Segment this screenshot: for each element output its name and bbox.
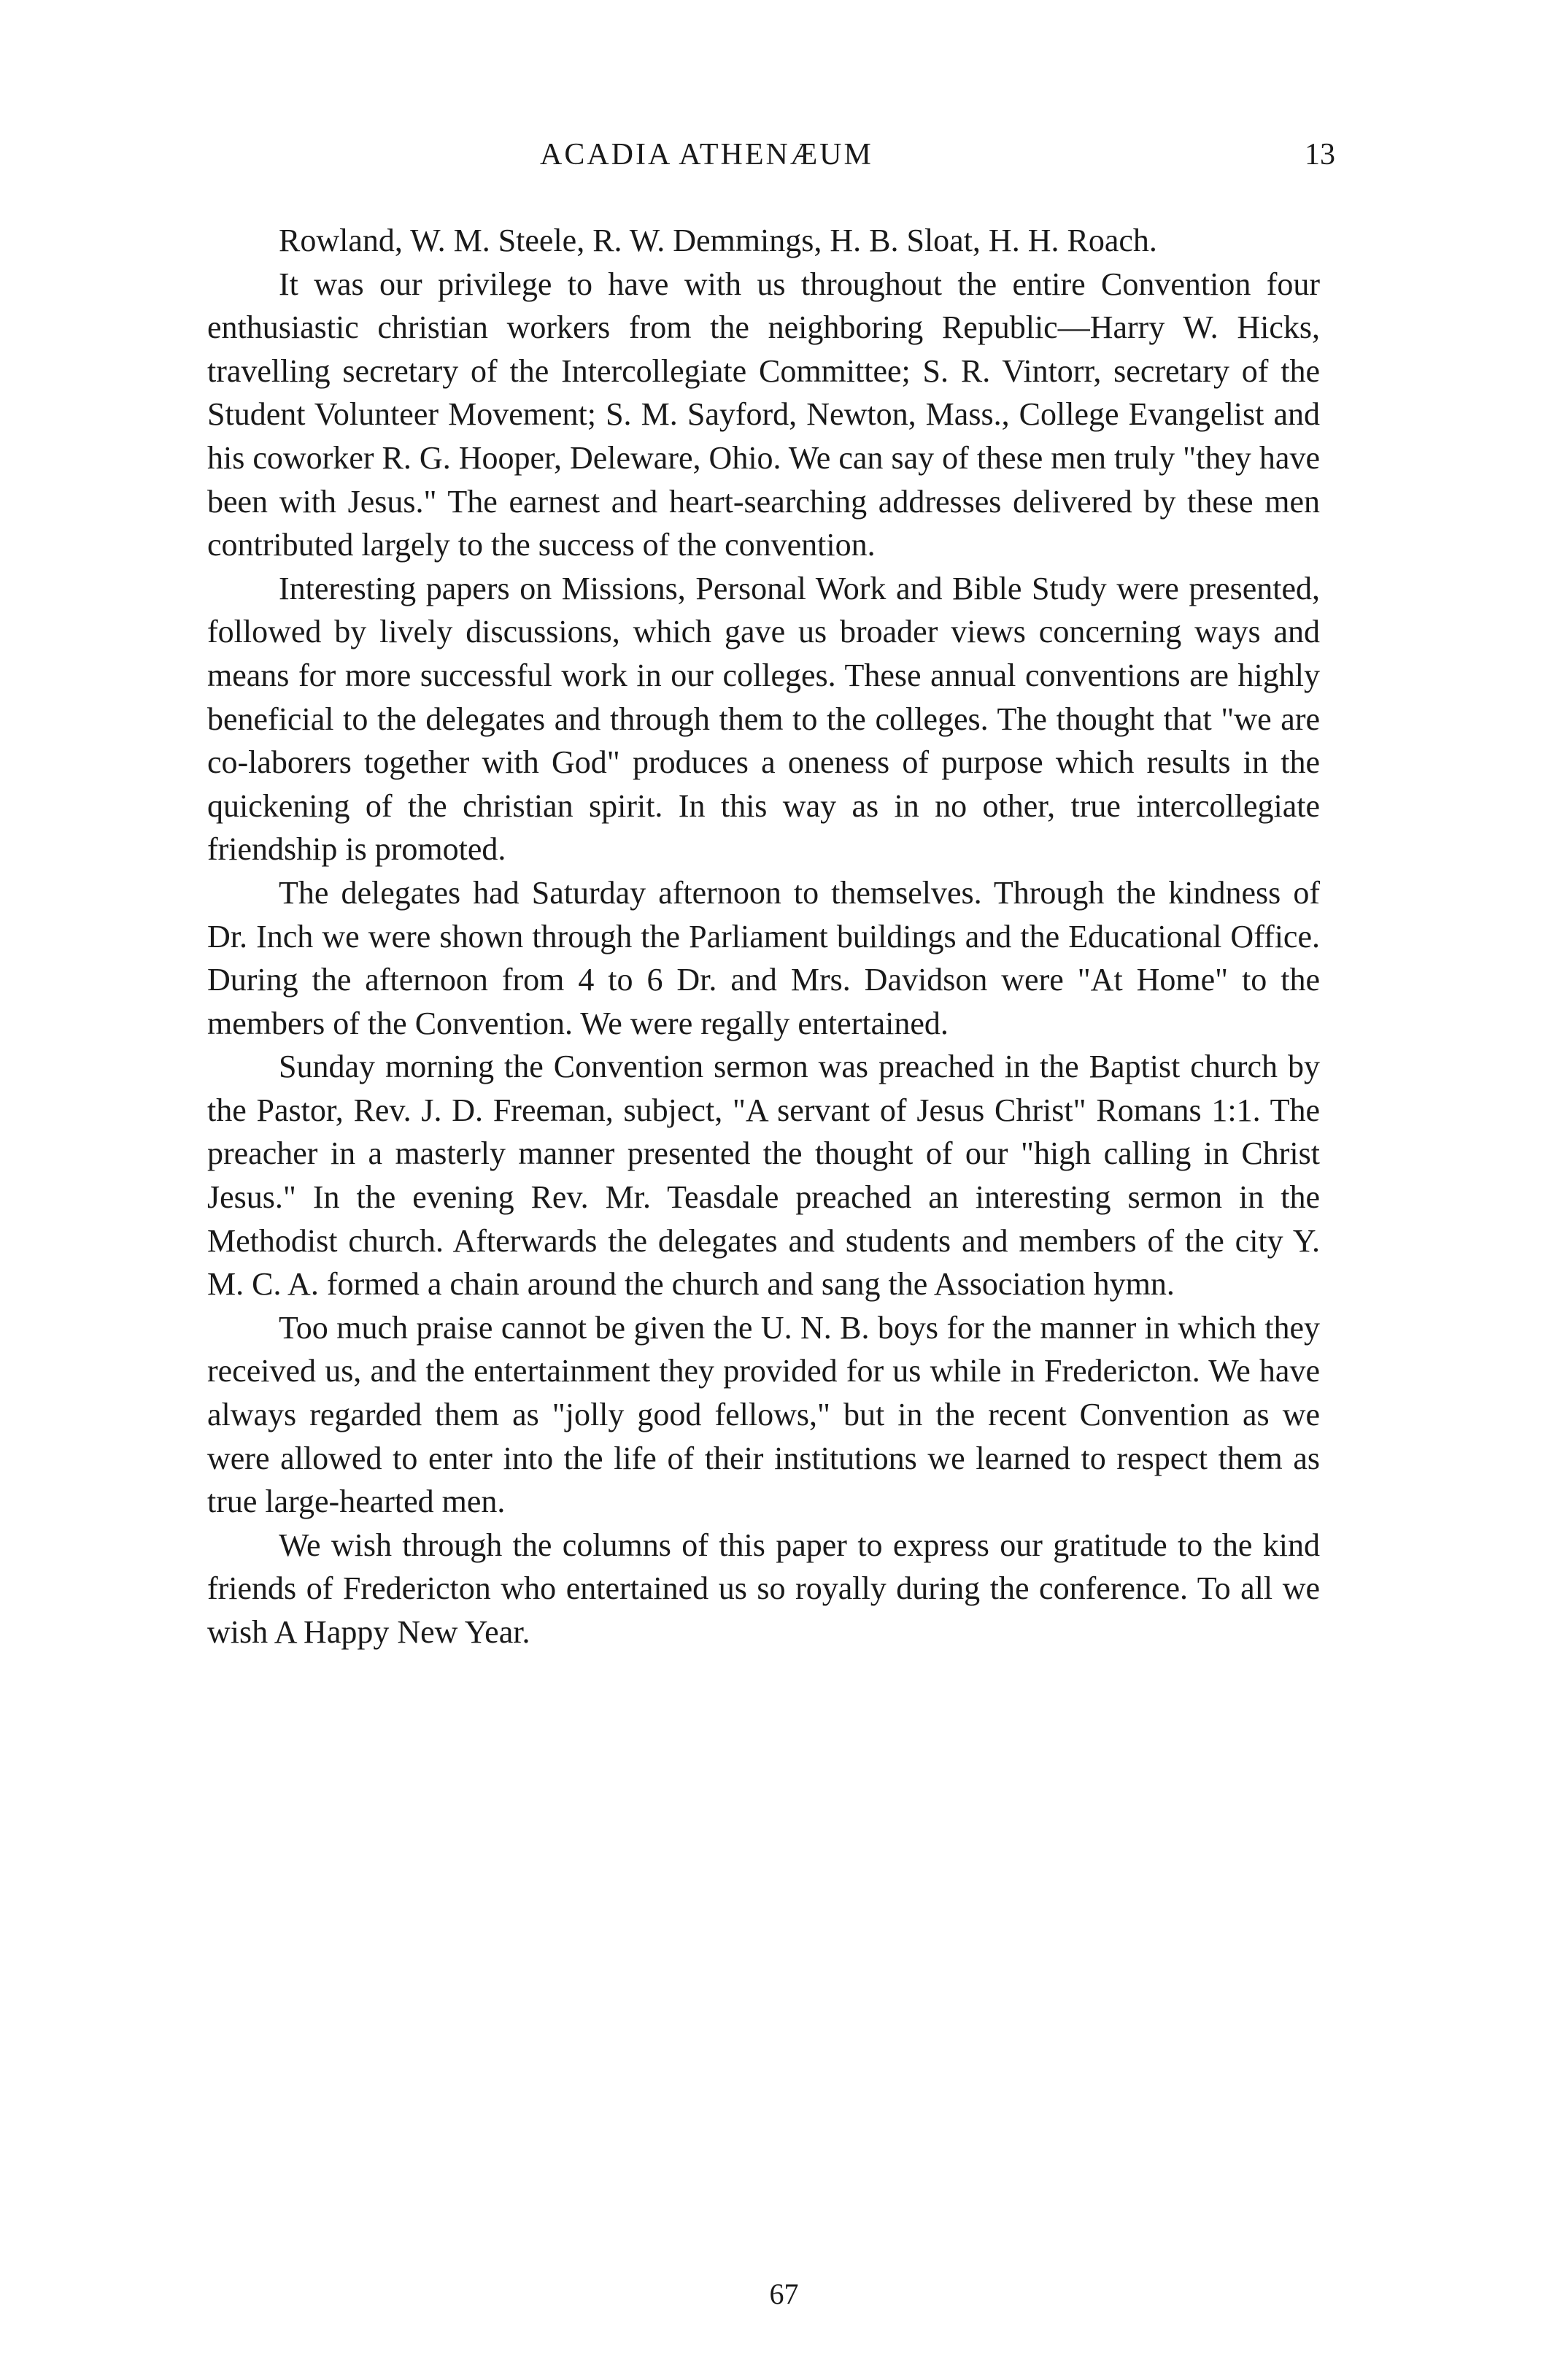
running-header xyxy=(540,137,1335,181)
paragraph: Too much praise cannot be given the U. N. B. boys for the manner in which they received us, and the entertainment they provided for us while in Fredericton. We have always regarded them as "jolly good fellows," but in the recent Convention as we were allowed to enter into the life of their institutions we learned to respect them as true large-hearted men. xyxy=(207,1309,1320,1520)
paragraph: Sunday morning the Convention sermon was preached in the Baptist church by the Pastor, Rev. J. D. Freeman, subject, "A servant of Jesus Christ" Romans 1:1. The preacher in a masterly manner presented the thought of our "high calling in Christ Jesus." In the evening Rev. Mr. Teasdale preached an interesting sermon in the Methodist church. Afterwards the delegates and students and members of the city Y. M. C. A. formed a chain around the church and sang the Association hymn. xyxy=(207,1049,1320,1303)
paragraph: We wish through the columns of this paper to express our gratitude to the kind friends of Fredericton who entertained us so royally during the conference. To all we wish A Happy New Year. xyxy=(207,1527,1320,1650)
paragraph: The delegates had Saturday afternoon to themselves. Through the kindness of Dr. Inch we were shown through the Parliament buildings and the Educational Office. During the afternoon from 4 to 6 Dr. and Mrs. Davidson were "At Home" to the members of the Convention. We were regally entertained. xyxy=(207,874,1320,1041)
footer-folio: 67 xyxy=(769,2277,799,2310)
paragraph: Interesting papers on Missions, Personal Work and Bible Study were presented, followed by lively discussions, which gave us broader views concerning ways and means for more successful work in our colleges. These annual conventions are highly beneficial to the delegates and through them to the colleges. The thought that "we are co-laborers together with God" produces a oneness of purpose which results in the quickening of the christian spirit. In this way as in no other, true intercollegiate friendship is promoted. xyxy=(207,570,1320,868)
journal-title: ACADIA ATHENÆUM xyxy=(540,138,873,171)
article-body xyxy=(207,219,1320,1654)
page-number: 13 xyxy=(1305,138,1335,171)
paragraph-continued: Rowland, W. M. Steele, R. W. Demmings, H. B. Sloat, H. H. Roach. xyxy=(279,223,1157,258)
paragraph: It was our privilege to have with us throughout the entire Convention four enthusiastic christian workers from the neighboring Republic—Harry W. Hicks, travelling secretary of the Intercollegiate Committee; S. R. Vintorr, secretary of the Student Volunteer Movement; S. M. Sayford, Newton, Mass., College Evangelist and his coworker R. G. Hooper, Deleware, Ohio. We can say of these men truly "they have been with Jesus." The earnest and heart-searching addresses delivered by these men contributed largely to the success of the convention. xyxy=(207,266,1320,563)
